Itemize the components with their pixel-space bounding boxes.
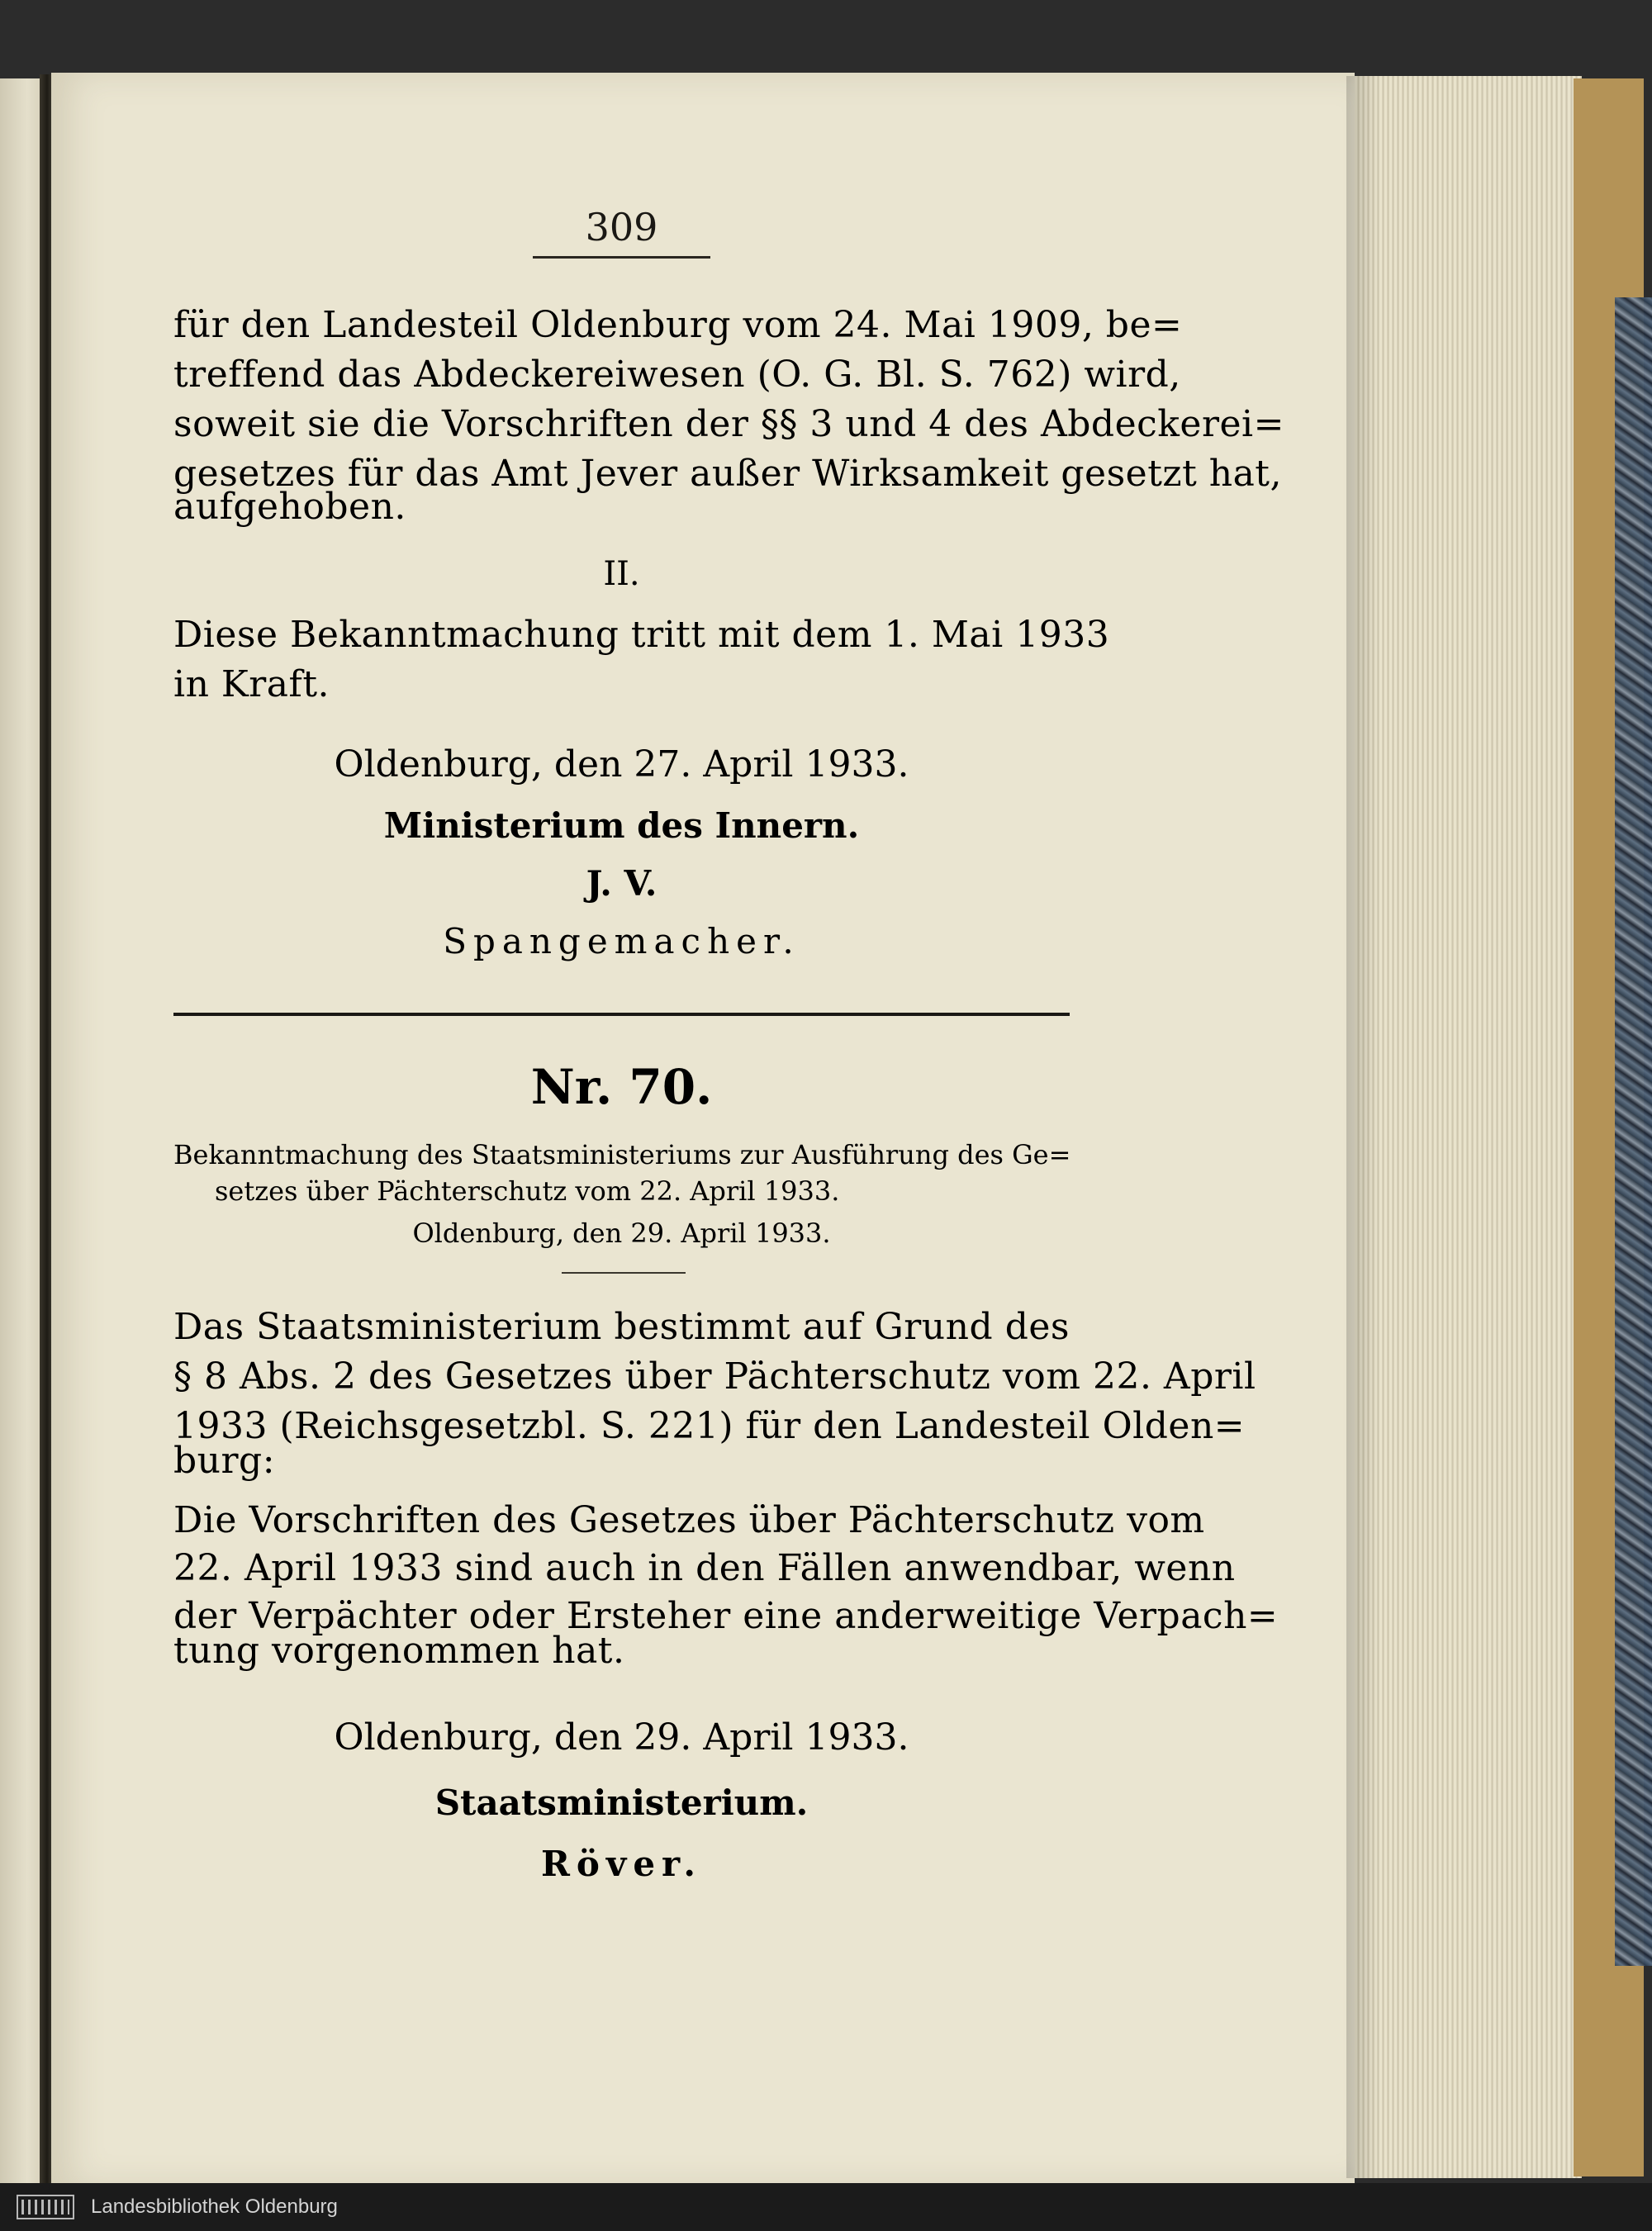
notice-title-line: setzes über Pächterschutz vom 22. April 1933. bbox=[215, 1175, 840, 1207]
page-number-rule bbox=[533, 256, 710, 259]
text-line: der Verpächter oder Ersteher eine anderweitige Verpach= bbox=[173, 1595, 1279, 1637]
library-building-icon bbox=[17, 2195, 74, 2219]
abbreviation: J. V. bbox=[586, 863, 657, 904]
section-numeral: II. bbox=[603, 555, 640, 593]
text-line: burg: bbox=[173, 1440, 276, 1482]
text-line: tung vorgenommen hat. bbox=[173, 1630, 625, 1672]
marbled-cover bbox=[1615, 297, 1652, 1966]
date-line: Oldenburg, den 29. April 1933. bbox=[334, 1716, 909, 1759]
text-line: soweit sie die Vorschriften der §§ 3 und 4 des Abdeckerei= bbox=[173, 403, 1284, 445]
text-line: Diese Bekanntmachung tritt mit dem 1. Mai 1933 bbox=[173, 614, 1110, 656]
page-edges bbox=[1355, 76, 1582, 2178]
signatory-name: Spangemacher. bbox=[443, 921, 800, 961]
text-line: in Kraft. bbox=[173, 663, 330, 705]
section-divider bbox=[173, 1013, 1070, 1016]
text-line: 22. April 1933 sind auch in den Fällen anwendbar, wenn bbox=[173, 1547, 1236, 1589]
text-line: 1933 (Reichsgesetzbl. S. 221) für den Landesteil Olden= bbox=[173, 1405, 1246, 1447]
page-edge-shadow bbox=[1346, 76, 1379, 2178]
page-number: 309 bbox=[585, 205, 658, 249]
left-page-edge bbox=[0, 78, 45, 2183]
text-line: Die Vorschriften des Gesetzes über Pächterschutz vom bbox=[173, 1499, 1205, 1541]
notice-number: Nr. 70. bbox=[530, 1059, 713, 1115]
text-line: § 8 Abs. 2 des Gesetzes über Pächterschutz vom 22. April bbox=[173, 1355, 1256, 1398]
footer-bar bbox=[0, 2183, 1652, 2231]
ministry-name: Ministerium des Innern. bbox=[383, 805, 860, 846]
text-line: treffend das Abdeckereiwesen (O. G. Bl. S. 762) wird, bbox=[173, 354, 1181, 396]
notice-title-line: Bekanntmachung des Staatsministeriums zur Ausführung des Ge= bbox=[173, 1139, 1071, 1170]
library-name: Landesbibliothek Oldenburg bbox=[91, 2195, 338, 2218]
notice-date: Oldenburg, den 29. April 1933. bbox=[412, 1218, 831, 1249]
text-line: Das Staatsministerium bestimmt auf Grund des bbox=[173, 1306, 1070, 1348]
text-line: gesetzes für das Amt Jever außer Wirksamkeit gesetzt hat, bbox=[173, 453, 1282, 495]
text-line: für den Landesteil Oldenburg vom 24. Mai 1909, be= bbox=[173, 304, 1183, 346]
signatory-name: Röver. bbox=[541, 1844, 702, 1884]
text-line: aufgehoben. bbox=[173, 486, 406, 528]
ministry-name: Staatsministerium. bbox=[434, 1782, 809, 1823]
short-rule bbox=[562, 1272, 686, 1274]
date-line: Oldenburg, den 27. April 1933. bbox=[334, 743, 909, 786]
